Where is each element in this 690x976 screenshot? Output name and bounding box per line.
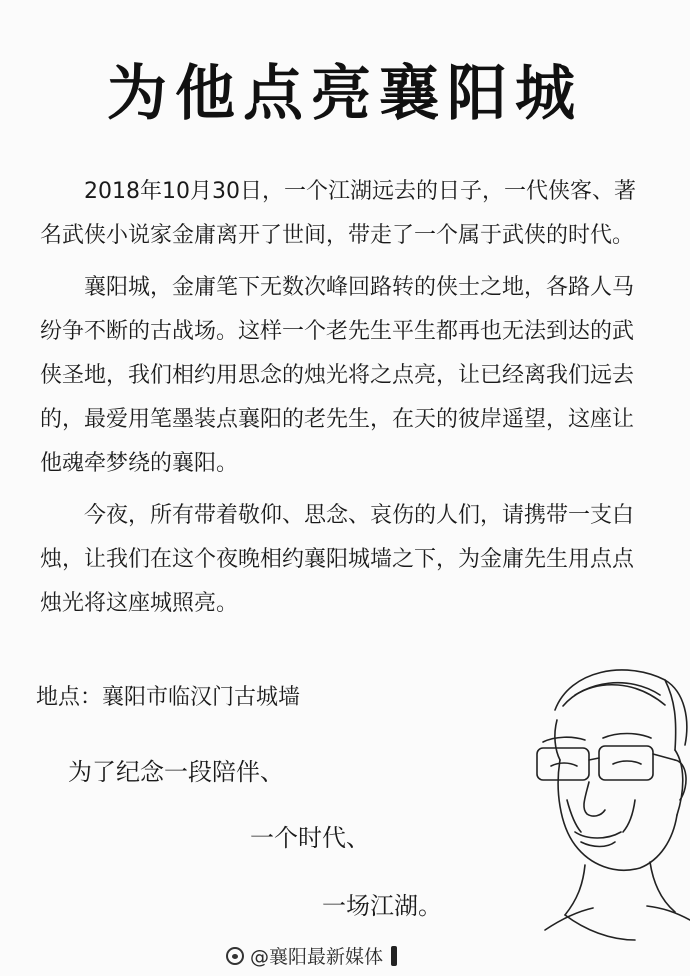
poem-line-1: 为了纪念一段陪伴、 [68,758,284,786]
paragraph-3: 今夜，所有带着敬仰、思念、哀伤的人们，请携带一支白烛，让我们在这个夜晚相约襄阳城墙之下，为金庸先生用点点烛光将这座城照亮。 [40,503,635,616]
poem-line-3: 一场江湖。 [322,892,442,920]
event-location: 地点：襄阳市临汉门古城墙 [36,685,301,710]
watermark-text: @襄阳最新媒体 [250,946,384,968]
watermark [226,942,397,969]
body-text [40,170,655,634]
poem-line-2: 一个时代、 [250,824,370,852]
brush-mark-icon [391,946,397,966]
portrait-sketch-icon [515,650,690,950]
paragraph-2: 襄阳城，金庸笔下无数次峰回路转的侠士之地，各路人马纷争不断的古战场。这样一个老先生平生都再也无法到达的武侠圣地，我们相约用思念的烛光将之点亮，让已经离我们远去的，最爱用笔墨装点襄阳的老先生，在天的彼岸遥望，这座让他魂牵梦绕的襄阳。 [40,275,635,476]
weibo-icon [226,947,244,965]
poster-title: 为他点亮襄阳城 [107,59,583,129]
paragraph-1: 2018年10月30日，一个江湖远去的日子，一代侠客、著名武侠小说家金庸离开了世间，带走了一个属于武侠的时代。 [40,179,636,248]
